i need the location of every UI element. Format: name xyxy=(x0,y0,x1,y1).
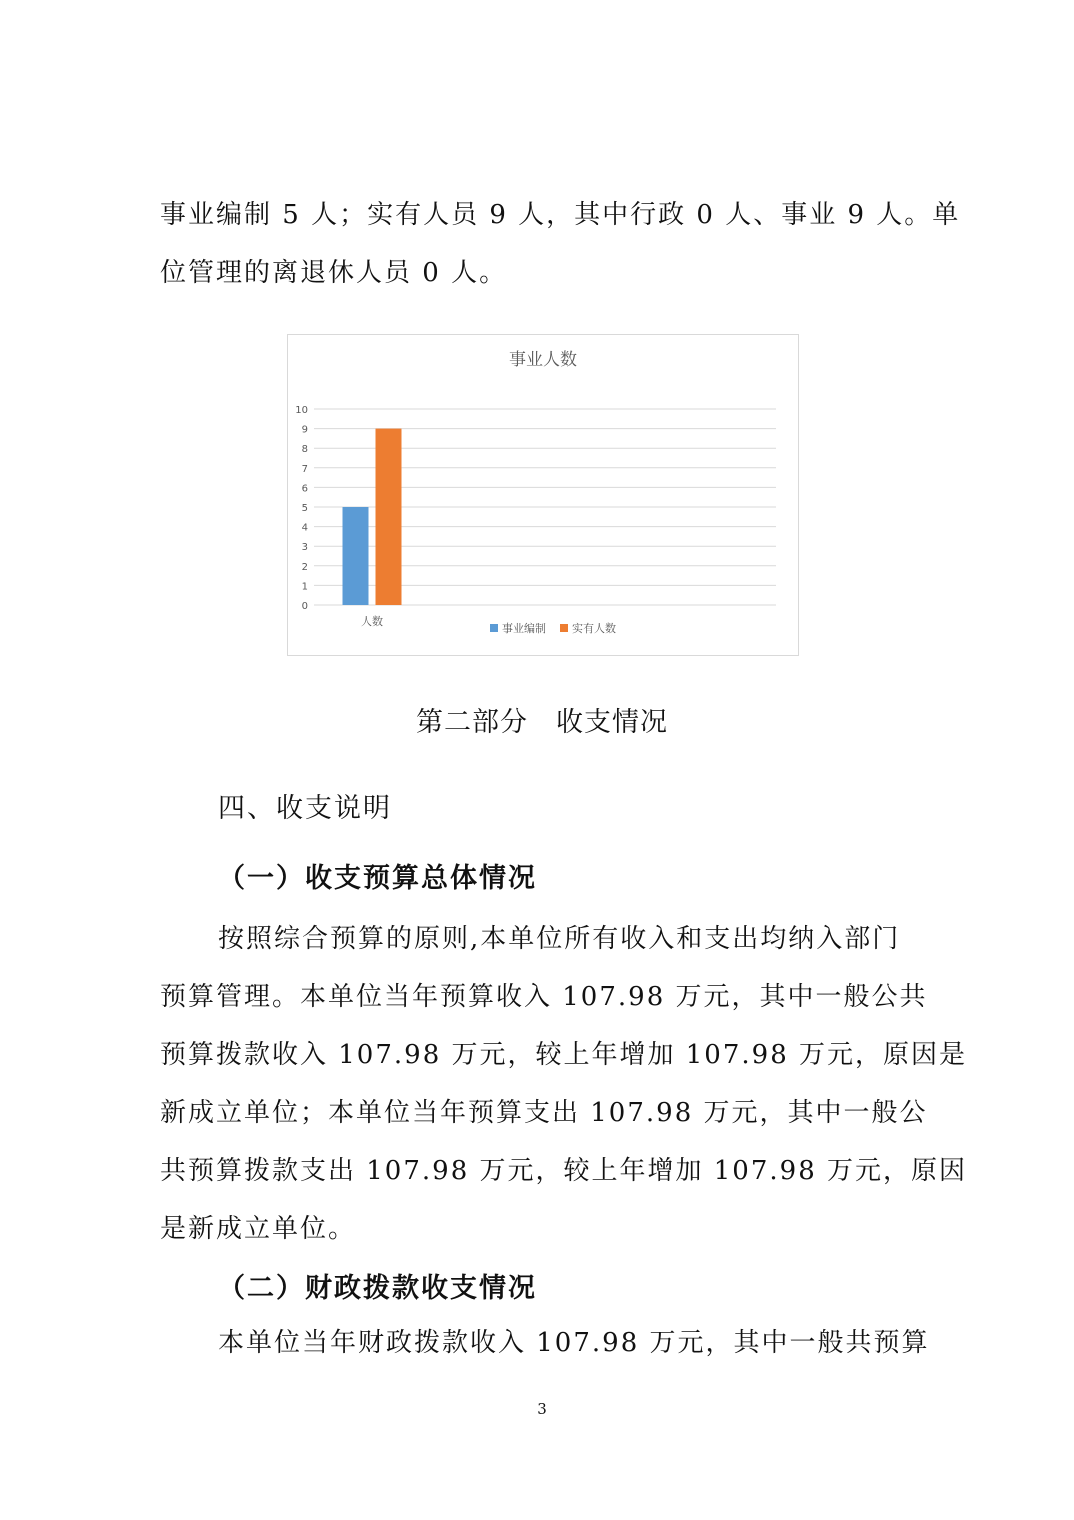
subsection-2-paragraph xyxy=(160,1314,930,1372)
sub2-line-1: 本单位当年财政拨款收入 107.98 万元，其中一般共预算 xyxy=(218,1328,930,1358)
chart-x-labels xyxy=(361,614,383,628)
chart-legend xyxy=(490,621,616,635)
intro-line-2: 位管理的离退休人员 0 人。 xyxy=(160,258,508,288)
y-tick-label: 1 xyxy=(301,581,308,593)
chart-y-ticks xyxy=(295,405,308,612)
sub1-line-3: 预算拨款收入 107.98 万元，较上年增加 107.98 万元，原因是 xyxy=(160,1040,968,1070)
legend-label: 实有人数 xyxy=(572,622,616,635)
y-tick-label: 7 xyxy=(301,463,308,475)
y-tick-label: 8 xyxy=(301,444,308,456)
subsection-heading-2: （二）财政拨款收支情况 xyxy=(218,1273,537,1304)
legend-swatch xyxy=(490,624,498,632)
sub1-line-6: 是新成立单位。 xyxy=(160,1214,357,1244)
legend-label: 事业编制 xyxy=(502,622,546,635)
sub1-line-4: 新成立单位；本单位当年预算支出 107.98 万元，其中一般公 xyxy=(160,1098,928,1128)
sub1-line-1: 按照综合预算的原则,本单位所有收入和支出均纳入部门 xyxy=(218,924,901,954)
intro-paragraph xyxy=(160,186,961,302)
bar-实有人数 xyxy=(376,429,402,605)
sub1-line-5: 共预算拨款支出 107.98 万元，较上年增加 107.98 万元，原因 xyxy=(160,1156,968,1186)
subsection-1-paragraph xyxy=(160,910,968,1258)
y-tick-label: 0 xyxy=(301,601,308,612)
y-tick-label: 10 xyxy=(295,405,308,416)
chart-bars xyxy=(343,429,402,605)
chart-title: 事业人数 xyxy=(509,350,577,370)
x-category-label: 人数 xyxy=(361,615,383,628)
bar-事业编制 xyxy=(343,507,369,605)
y-tick-label: 5 xyxy=(301,503,308,514)
subsection-heading-1: （一）收支预算总体情况 xyxy=(218,863,537,894)
staff-count-chart xyxy=(287,334,799,656)
intro-line-1: 事业编制 5 人；实有人员 9 人，其中行政 0 人、事业 9 人。单 xyxy=(160,200,961,230)
y-tick-label: 2 xyxy=(301,561,308,573)
legend-swatch xyxy=(560,624,568,632)
sub1-line-2: 预算管理。本单位当年预算收入 107.98 万元，其中一般公共 xyxy=(160,982,928,1012)
y-tick-label: 9 xyxy=(301,424,308,436)
chart-svg xyxy=(288,335,798,655)
page-number: 3 xyxy=(537,1400,547,1418)
y-tick-label: 4 xyxy=(301,522,308,534)
y-tick-label: 3 xyxy=(301,542,308,554)
y-tick-label: 6 xyxy=(301,483,308,495)
part-title: 第二部分 收支情况 xyxy=(416,707,668,738)
section-heading-4: 四、收支说明 xyxy=(218,793,392,824)
